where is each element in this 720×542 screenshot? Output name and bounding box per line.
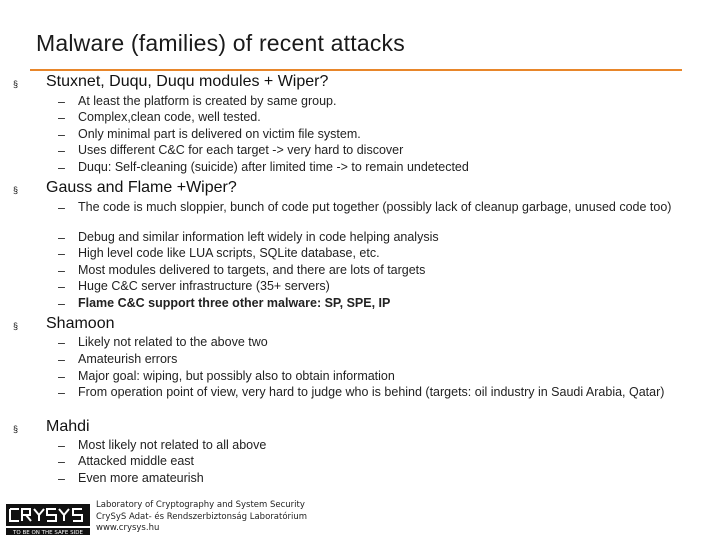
section-heading-gauss-flame: Gauss and Flame +Wiper? (46, 179, 237, 196)
list-item: Only minimal part is delivered on victim file system. (78, 127, 361, 141)
list-item: From operation point of view, very hard to judge who is behind (targets: oil industry in Saudi Arabia, Qatar) (78, 385, 665, 399)
footer (96, 500, 307, 535)
list-item: Most modules delivered to targets, and there are lots of targets (78, 263, 426, 277)
section-heading-mahdi: Mahdi (46, 418, 90, 435)
dash: – (58, 353, 65, 367)
section-bullet: § (13, 185, 19, 195)
crysys-logo (4, 501, 92, 537)
list-item: Duqu: Self-cleaning (suicide) after limited time -> to remain undetected (78, 160, 469, 174)
list-item: The code is much sloppier, bunch of code put together (possibly lack of cleanup garbage, unused code too) (78, 200, 672, 214)
list-item: Amateurish errors (78, 352, 178, 366)
dash: – (58, 370, 65, 384)
dash: – (58, 231, 65, 245)
list-item: Debug and similar information left widely in code helping analysis (78, 230, 439, 244)
list-item: At least the platform is created by same group. (78, 94, 337, 108)
slide-title: Malware (families) of recent attacks (36, 30, 405, 56)
dash: – (58, 280, 65, 294)
dash: – (58, 247, 65, 261)
list-item: High level code like LUA scripts, SQLite database, etc. (78, 246, 380, 260)
list-item: Likely not related to the above two (78, 335, 268, 349)
list-item: Major goal: wiping, but possibly also to obtain information (78, 369, 395, 383)
dash: – (58, 336, 65, 350)
list-item: Attacked middle east (78, 454, 195, 468)
list-item: Complex,clean code, well tested. (78, 110, 261, 124)
footer-lab-name-hu: CrySyS Adat- és Rendszerbiztonság Laboratórium (96, 511, 308, 522)
dash: – (58, 439, 65, 453)
section-heading-stuxnet: Stuxnet, Duqu, Duqu modules + Wiper? (46, 73, 329, 90)
section-heading-shamoon: Shamoon (46, 315, 115, 332)
list-item: Flame C&C support three other malware: SP, SPE, IP (78, 296, 391, 310)
footer-lab-name: Laboratory of Cryptography and System Security (96, 500, 305, 510)
dash: – (58, 201, 65, 215)
dash: – (58, 161, 65, 175)
footer-url[interactable]: www.crysys.hu (96, 523, 160, 533)
list-item: Uses different C&C for each target -> very hard to discover (78, 143, 404, 157)
section-bullet: § (13, 79, 19, 89)
list-item: Even more amateurish (78, 471, 204, 485)
svg-text:TO BE ON THE SAFE SIDE: TO BE ON THE SAFE SIDE (13, 530, 83, 536)
dash: – (58, 264, 65, 278)
dash: – (58, 455, 65, 469)
dash: – (58, 128, 65, 142)
dash: – (58, 472, 65, 486)
section-bullet: § (13, 424, 19, 434)
dash: – (58, 144, 65, 158)
dash: – (58, 386, 65, 400)
list-item: Huge C&C server infrastructure (35+ servers) (78, 279, 330, 293)
dash: – (58, 297, 65, 311)
dash: – (58, 111, 65, 125)
dash: – (58, 95, 65, 109)
section-bullet: § (13, 321, 19, 331)
list-item: Most likely not related to all above (78, 438, 267, 452)
